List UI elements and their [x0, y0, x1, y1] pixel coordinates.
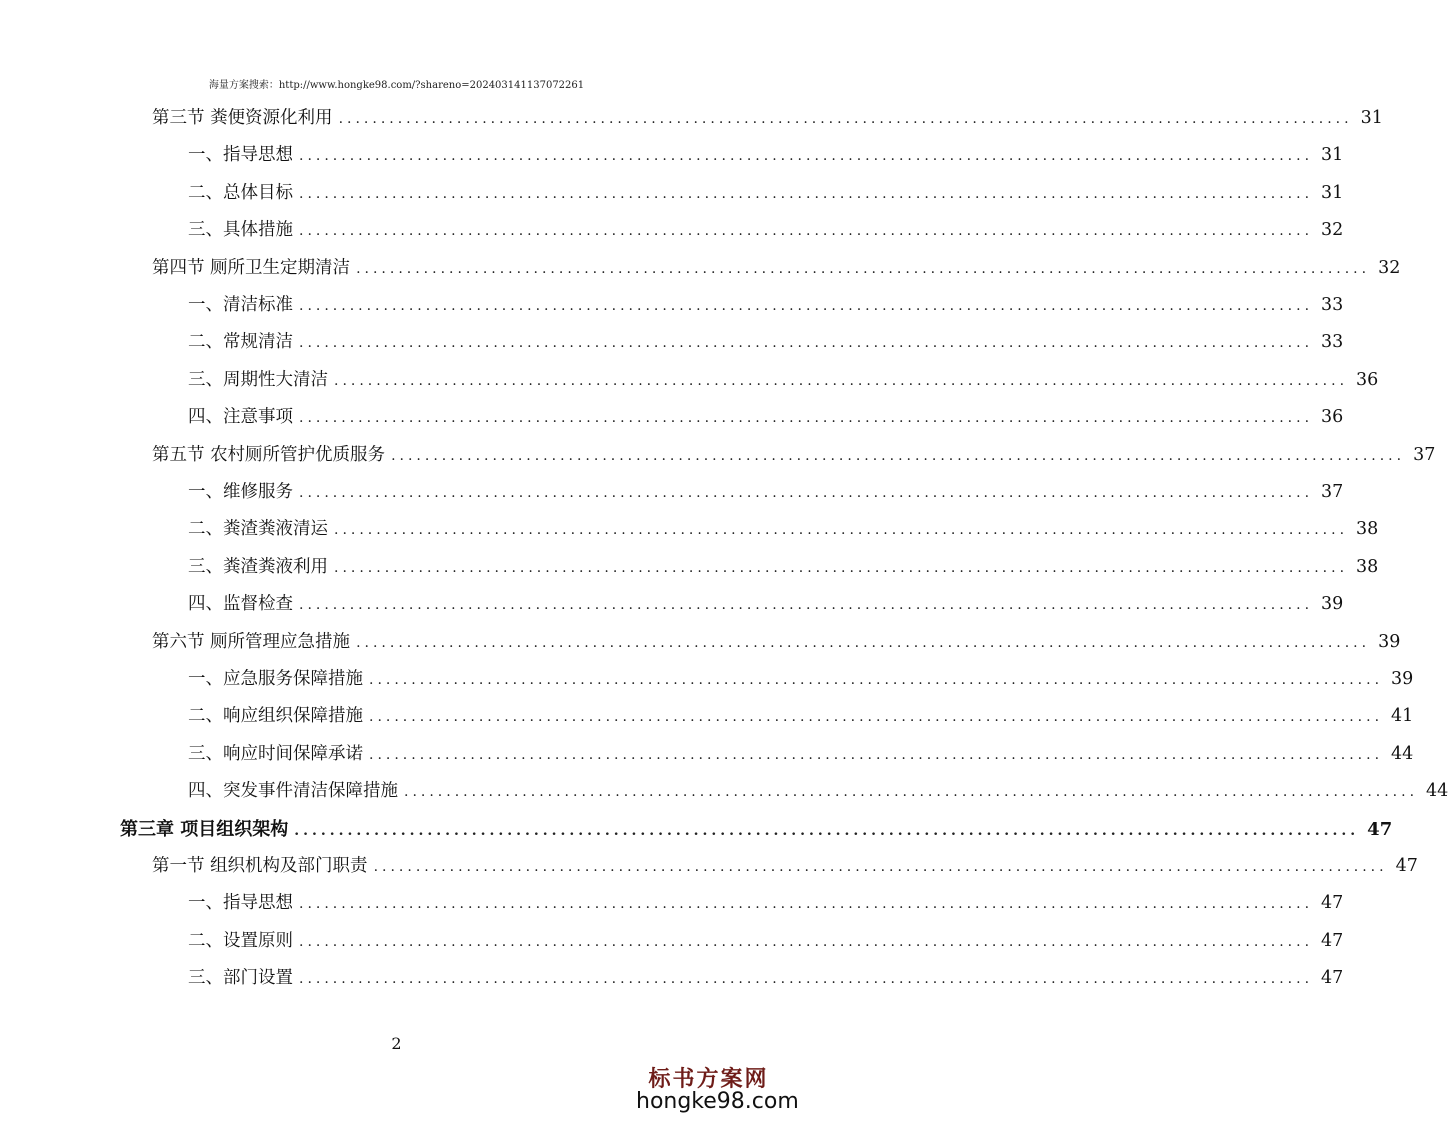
toc-entry-label: 三、周期性大清洁	[188, 369, 328, 390]
toc-leader-dots: ........................................................................................................................	[299, 298, 1314, 314]
toc-entry-label: 四、突发事件清洁保障措施	[188, 781, 398, 802]
toc-item-entry	[188, 885, 1344, 922]
toc-entry-label: 一、指导思想	[188, 893, 293, 914]
toc-item-entry	[188, 923, 1344, 960]
toc-entry-label: 二、设置原则	[188, 930, 293, 951]
toc-item-entry	[188, 960, 1344, 997]
toc-entry-label: 三、部门设置	[188, 968, 293, 989]
toc-entry-page: 39	[1321, 594, 1344, 615]
page-header-url: 海量方案搜索：http://www.hongke98.com/?shareno=202403141137072261	[208, 80, 585, 91]
toc-entry-page: 41	[1391, 706, 1414, 727]
toc-item-entry	[188, 137, 1344, 174]
toc-leader-dots: ........................................................................................................................	[299, 223, 1314, 240]
toc-entry-label: 三、具体措施	[188, 220, 293, 241]
toc-entry-page: 39	[1391, 669, 1414, 689]
toc-item-entry	[188, 324, 1344, 361]
toc-entry-label: 第三章 项目组织架构	[120, 818, 289, 840]
toc-entry-page: 47	[1395, 856, 1418, 876]
page-number: 2	[391, 1034, 402, 1053]
toc-entry-page: 36	[1321, 407, 1344, 428]
toc-item-entry	[188, 586, 1344, 623]
toc-entry-label: 第四节 厕所卫生定期清洁	[152, 257, 351, 278]
toc-entry-label: 三、粪渣粪液利用	[188, 556, 328, 577]
toc-item-entry	[188, 212, 1344, 249]
toc-leader-dots: ........................................................................................................................	[299, 148, 1314, 165]
toc-entry-label: 二、响应组织保障措施	[188, 706, 363, 727]
toc-entry-page: 31	[1321, 182, 1344, 203]
toc-item-entry	[188, 474, 1344, 511]
toc-leader-dots: ........................................................................................................................	[334, 559, 1349, 576]
toc-section-entry	[152, 624, 1401, 661]
toc-entry-page: 47	[1321, 968, 1344, 989]
toc-leader-dots: ........................................................................................................................	[299, 971, 1314, 988]
toc-entry-page: 39	[1378, 631, 1401, 652]
toc-entry-page: 37	[1321, 482, 1344, 502]
watermark-logo	[636, 1062, 799, 1114]
toc-leader-dots: ........................................................................................................................	[391, 447, 1406, 464]
toc-leader-dots: ........................................................................................................................	[294, 822, 1360, 839]
toc-entry-page: 33	[1321, 332, 1344, 353]
toc-entry-page: 47	[1321, 893, 1344, 914]
toc-entry-page: 44	[1391, 743, 1414, 764]
toc-entry-page: 47	[1321, 930, 1344, 951]
toc-entry-page: 31	[1321, 145, 1344, 166]
toc-item-entry	[188, 511, 1379, 548]
toc-item-entry	[188, 175, 1344, 212]
toc-entry-page: 36	[1356, 369, 1379, 390]
toc-entry-label: 第一节 组织机构及部门职责	[152, 856, 368, 876]
toc-leader-dots: ........................................................................................................................	[299, 185, 1314, 202]
toc-leader-dots: ........................................................................................................................	[334, 522, 1349, 539]
toc-item-entry	[188, 661, 1414, 698]
toc-entry-label: 四、监督检查	[188, 594, 293, 615]
toc-entry-page: 47	[1367, 818, 1393, 840]
toc-leader-dots: ........................................................................................................................	[369, 672, 1384, 688]
toc-chapter-entry	[120, 811, 1393, 848]
toc-item-entry	[188, 773, 1448, 810]
toc-entry-label: 一、清洁标准	[188, 295, 293, 315]
toc-leader-dots: ........................................................................................................................	[299, 933, 1314, 950]
toc-entry-label: 第六节 厕所管理应急措施	[152, 631, 351, 652]
toc-entry-label: 二、常规清洁	[188, 332, 293, 353]
toc-entry-page: 31	[1360, 108, 1383, 128]
toc-item-entry	[188, 549, 1379, 586]
toc-leader-dots: ........................................................................................................................	[356, 634, 1371, 651]
toc-entry-page: 32	[1321, 220, 1344, 241]
toc-item-entry	[188, 362, 1379, 399]
toc-section-entry	[152, 100, 1383, 137]
toc-section-entry	[152, 848, 1418, 885]
watermark-cn: 标书方案网	[648, 1066, 769, 1092]
toc-leader-dots: ........................................................................................................................	[299, 597, 1314, 614]
toc-leader-dots: ........................................................................................................................	[373, 859, 1388, 875]
toc-section-entry	[152, 250, 1401, 287]
toc-entry-label: 二、粪渣粪液清运	[188, 519, 328, 540]
toc-entry-label: 二、总体目标	[188, 182, 293, 203]
toc-leader-dots: ........................................................................................................................	[338, 111, 1353, 127]
toc-leader-dots: ........................................................................................................................	[369, 709, 1384, 726]
toc-entry-page: 38	[1356, 519, 1379, 540]
toc-entry-page: 37	[1413, 444, 1436, 465]
toc-entry-label: 一、维修服务	[188, 482, 293, 502]
toc-leader-dots: ........................................................................................................................	[299, 896, 1314, 913]
toc-leader-dots: ........................................................................................................................	[299, 410, 1314, 427]
toc-leader-dots: ........................................................................................................................	[369, 746, 1384, 763]
toc-item-entry	[188, 399, 1344, 436]
toc-leader-dots: ........................................................................................................................	[404, 784, 1419, 801]
toc-entry-page: 44	[1426, 781, 1448, 802]
toc-leader-dots: ........................................................................................................................	[299, 485, 1314, 501]
toc-entry-label: 一、应急服务保障措施	[188, 669, 363, 689]
toc-leader-dots: ........................................................................................................................	[356, 260, 1371, 277]
toc-entry-page: 32	[1378, 257, 1401, 278]
toc-entry-label: 三、响应时间保障承诺	[188, 743, 363, 764]
toc-leader-dots: ........................................................................................................................	[299, 335, 1314, 352]
toc-section-entry	[152, 437, 1436, 474]
toc-entry-page: 38	[1356, 556, 1379, 577]
toc-item-entry	[188, 698, 1414, 735]
toc-entry-label: 第五节 农村厕所管护优质服务	[152, 444, 386, 465]
toc-leader-dots: ........................................................................................................................	[334, 372, 1349, 389]
toc-entry-label: 第三节 粪便资源化利用	[152, 108, 333, 128]
toc-entry-label: 一、指导思想	[188, 145, 293, 166]
toc-item-entry	[188, 736, 1414, 773]
watermark-en: hongke98.com	[636, 1089, 799, 1114]
toc-entry-page: 33	[1321, 295, 1344, 315]
toc-entry-label: 四、注意事项	[188, 407, 293, 428]
toc-item-entry	[188, 287, 1344, 324]
